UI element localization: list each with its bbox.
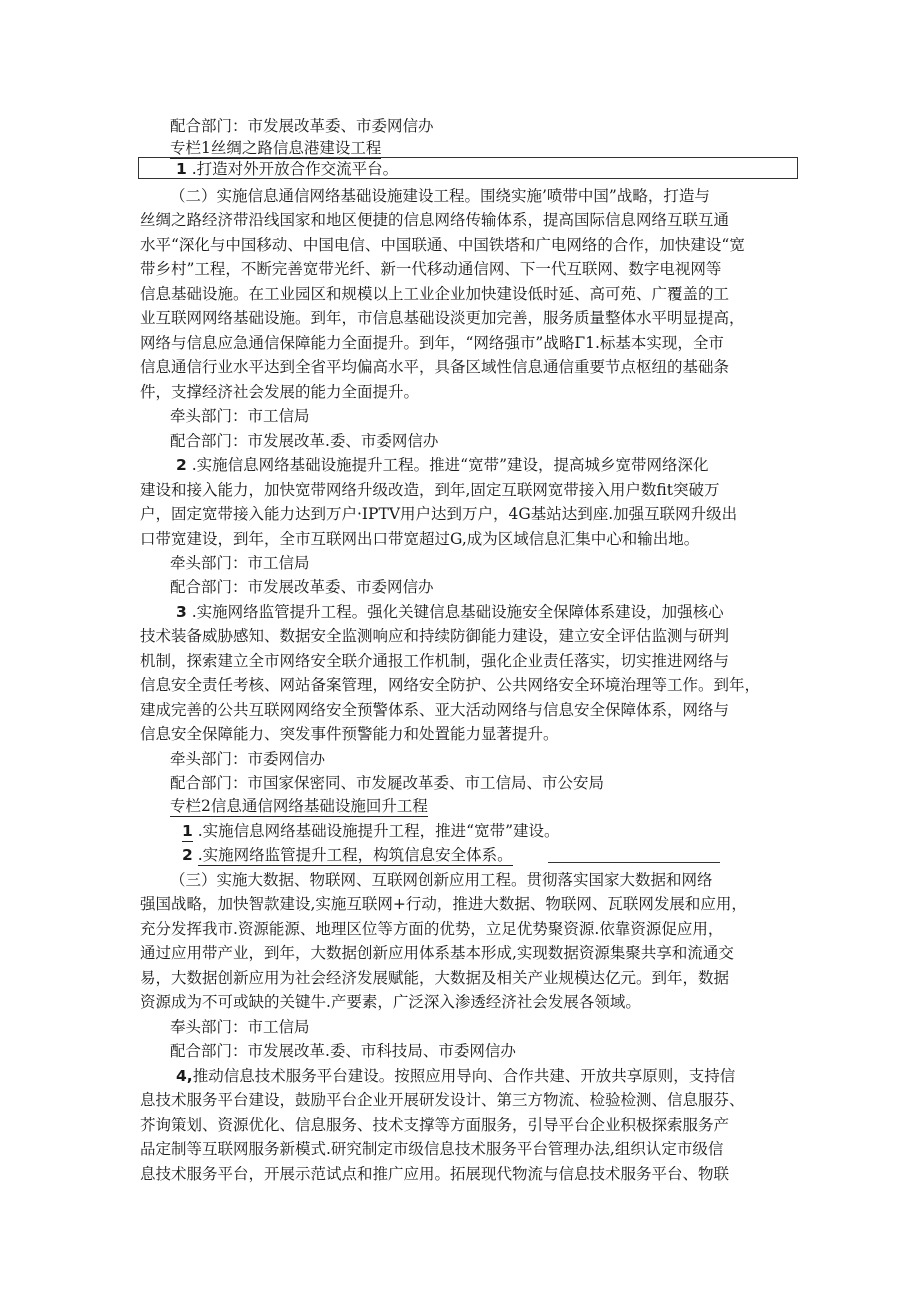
paragraph-line: 资源成为不可或缺的关键牛.产要素，广泛深入渗透经济社会发展各领域。 — [140, 993, 641, 1011]
paragraph-line: 通过应用带产业，到年，大数据创新应用体系基本形成,实现数据资源集聚共享和流通交 — [140, 944, 734, 962]
underline-rule — [548, 862, 720, 863]
paragraph-line: 奉头部门：市工信局 — [170, 1018, 310, 1036]
paragraph-line: 信息基础设施。在工业园区和规模以上工业企业加快建设低时延、高可苑、广覆盖的工 — [140, 285, 730, 303]
paragraph-line: 网络与信息应急通信保障能力全面提升。到年，“网络强市”战略Γ1.标基本实现，全市 — [140, 334, 724, 352]
item-text: .实施网络监管提升工程。强化关键信息基础设施安全保障体系建设，加强核心 — [191, 603, 724, 621]
paragraph-line: 机制，探索建立全市网络安全联介通报工作机制，强化企业责任落实，切实推进网络与 — [140, 652, 730, 670]
paragraph-line: 配合部门：市发展改革委、市委网信办 — [170, 117, 434, 135]
paragraph-line: 强国战略，加快智款建设,实施互联网+行动，推进大数据、物联网、瓦联网发展和应用， — [140, 895, 747, 913]
paragraph-line: 品定制等互联网服务新模式.研究制定市级信息技术服务平台管理办法,组织认定市级信 — [140, 1140, 724, 1158]
paragraph-line: 业互联网网络基础设施。到年，市信息基础设淡更加完善，服务质量整体水平明显提高， — [140, 309, 745, 327]
paragraph-line: 充分发挥我市.资源能源、地理区位等方面的优势，立足优势聚资源.依靠资源促应用， — [140, 920, 724, 938]
item-text: .实施信息网络基础设施提升工程。推进“宽带”建设，提高城乡宽带网络深化 — [191, 456, 709, 474]
paragraph-line: 易，大数据创新应用为社会经济发展赋能，大数据及相关产业规模达亿元。到年，数据 — [140, 969, 730, 987]
paragraph-line: 配合部门：市发展改革.委、市委网信办 — [170, 432, 439, 450]
item-number: 4, — [176, 1067, 193, 1085]
paragraph-line: 口带宽建设，到年，全市互联网出口带宽超过G,成为区域信息汇集中心和输出地。 — [140, 530, 700, 548]
paragraph-line: 建成完善的公共互联网网络安全预警体系、亚大活动网络与信息安全保障体系，网络与 — [140, 701, 730, 719]
column-item — [176, 157, 800, 181]
paragraph-line: 信息安全保障能力、突发事件预警能力和处置能力显著提升。 — [140, 725, 559, 743]
column-item — [182, 819, 800, 843]
item-text: 推动信息技术服务平台建设。按照应用导向、合作共建、开放共享原则，支持信 — [192, 1067, 736, 1085]
paragraph-line: 芥询策划、资源优化、信息服务、技术支撑等方面服务，引导平台企业积极探索服务产 — [140, 1116, 730, 1134]
paragraph-line: 配合部门：市发展改革.委、市科技局、市委网信办 — [170, 1042, 516, 1060]
item-number: 1 — [176, 160, 187, 178]
column-item — [182, 843, 800, 867]
item-number: 3 — [176, 603, 187, 621]
item-text: .实施信息网络基础设施提升工程，推进“宽带”建设。 — [197, 822, 560, 840]
paragraph-line: 信息安全责任考核、网站备案管理，网络安全防护、公共网络安全环境治理等工作。到年， — [140, 676, 761, 694]
paragraph-line: 配合部门：市国家保密同、市发屣改革委、市工信局、市公安局 — [170, 774, 605, 792]
item-number: 1 — [182, 822, 193, 840]
paragraph-line: 件，支撑经济社会发展的能力全面提升。 — [140, 383, 420, 401]
paragraph-line: 技术装备威胁感知、数据安全监测响应和持续防御能力建设，建立安全评估监测与研判 — [140, 627, 730, 645]
paragraph-line: 水平“深化与中国移动、中国电信、中国联通、中国铁塔和广电网络的合作，加快建设“宽 — [140, 236, 745, 254]
numbered-paragraph — [176, 600, 800, 624]
paragraph-line: 信息通信行业水平达到全省平均偏高水平，具备区域性信息通信重要节点枢纽的基础条 — [140, 358, 730, 376]
paragraph-line: 丝绸之路经济带沿线国家和地区便捷的信息网络传输体系，提高国际信息网络互联互通 — [140, 211, 730, 229]
paragraph-line: 牵头部门：市工信局 — [170, 407, 310, 425]
numbered-paragraph — [176, 1064, 800, 1088]
column-heading — [170, 794, 800, 818]
item-number: 2 — [182, 846, 193, 864]
paragraph-line: 带乡村”工程，不断完善宽带光纤、新一代移动通信网、下一代互联网、数字电视网等 — [140, 260, 722, 278]
item-text: .实施网络监管提升工程，构筑信息安全体系。 — [197, 846, 513, 864]
paragraph-line: 息技术服务平台建设，鼓励平台企业开展研发设计、第三方物流、检验检测、信息服芬、 — [140, 1091, 745, 1109]
column-heading-text: 专栏1丝绸之路信息港建设工程 — [170, 139, 382, 157]
item-text: .打造对外开放合作交流平台。 — [191, 160, 399, 178]
paragraph-line: （三）实施大数据、物联网、互联网创新应用工程。贯彻落实国家大数据和网络 — [170, 871, 713, 889]
paragraph-line: 配合部门：市发展改革委、市委网信办 — [170, 578, 434, 596]
paragraph-line: 户，固定宽带接入能力达到万户·IPTV用户达到万户，4G基站达到座.加强互联网升级出 — [140, 505, 738, 523]
paragraph-line: （二）实施信息通信网络基础设施建设工程。围绕实施’喷带中国”战略，打造与 — [170, 187, 710, 205]
column-heading-text: 专栏2信息通信网络基础设施回升工程 — [170, 797, 428, 815]
paragraph-line: 牵头部门：市委网信办 — [170, 750, 326, 768]
numbered-paragraph — [176, 453, 800, 477]
paragraph-line: 建设和接入能力，加快宽带网络升级改造，到年,固定互联网宽带接入用户数fit突破万 — [140, 481, 720, 499]
paragraph-line: 息技术服务平台，开展示范试点和推广应用。拓展现代物流与信息技术服务平台、物联 — [140, 1165, 730, 1183]
item-number: 2 — [176, 456, 187, 474]
paragraph-line: 牵头部门：市工信局 — [170, 554, 310, 572]
